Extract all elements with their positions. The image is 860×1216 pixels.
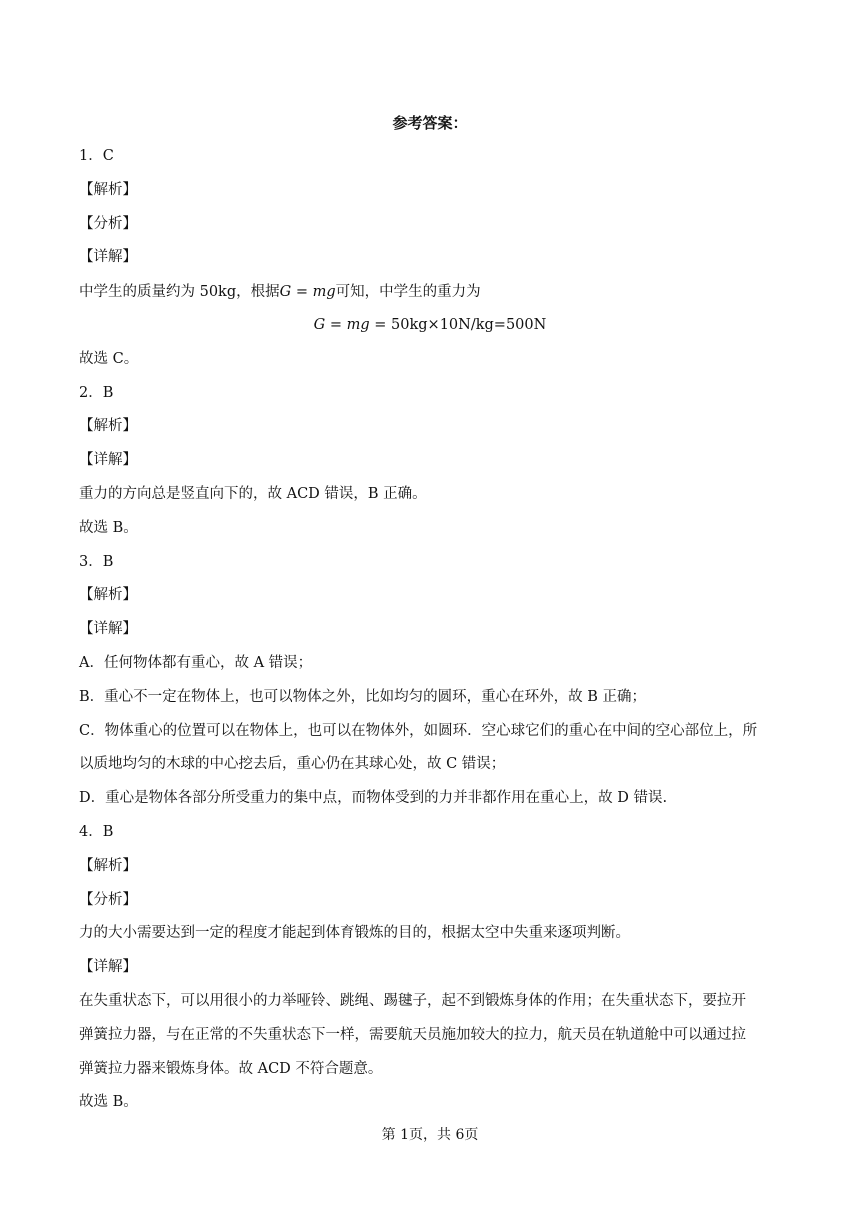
q4-number: 4．B: [79, 824, 114, 840]
q3-xiangjie-heading: 【详解】: [79, 621, 137, 637]
q2-number: 2．B: [79, 385, 114, 401]
q4-explanation-line3: 弹簧拉力器来锻炼身体。故 ACD 不符合题意。: [79, 1061, 383, 1077]
page-footer: 第 1页，共 6页: [381, 1127, 479, 1143]
q2-jiexi-heading: 【解析】: [79, 418, 137, 434]
q1-explanation-pre: 中学生的质量约为 50kg，根据: [79, 284, 280, 300]
q1-number: 1．C: [79, 148, 114, 164]
q1-formula: [0, 315, 860, 335]
q3-option-d: D．重心是物体各部分所受重力的集中点，而物体受到的力并非都作用在重心上，故 D 错误.: [79, 790, 668, 806]
q1-jiexi-heading: 【解析】: [79, 182, 137, 198]
formula-var-g: G: [313, 317, 326, 333]
q2-xiangjie-heading: 【详解】: [79, 452, 137, 468]
q2-explanation: 重力的方向总是竖直向下的，故 ACD 错误，B 正确。: [79, 486, 427, 502]
q2-conclusion: 故选 B。: [79, 520, 138, 536]
formula-result: = 50kg×10N/kg=500N: [369, 317, 547, 333]
q4-fenxi-heading: 【分析】: [79, 892, 137, 908]
q4-analysis: 力的大小需要达到一定的程度才能起到体育锻炼的目的，根据太空中失重来逐项判断。: [79, 925, 630, 941]
q4-explanation-line1: 在失重状态下，可以用很小的力举哑铃、跳绳、踢毽子，起不到锻炼身体的作用；在失重状态下，要拉开: [79, 993, 746, 1009]
q3-option-c-line2: 以质地均匀的木球的中心挖去后，重心仍在其球心处，故 C 错误；: [79, 756, 506, 772]
q4-explanation-line2: 弹簧拉力器，与在正常的不失重状态下一样，需要航天员施加较大的拉力，航天员在轨道舱中可以通过拉: [79, 1027, 746, 1043]
formula-var-mg: mg: [312, 284, 336, 300]
q3-option-b: B．重心不一定在物体上，也可以物体之外，比如均匀的圆环，重心在环外，故 B 正确；: [79, 689, 647, 705]
formula-var-g: G: [279, 284, 292, 300]
q3-number: 3．B: [79, 554, 114, 570]
q4-conclusion: 故选 B。: [79, 1094, 138, 1110]
q1-explanation: [79, 282, 481, 302]
q3-jiexi-heading: 【解析】: [79, 587, 137, 603]
q4-jiexi-heading: 【解析】: [79, 858, 137, 874]
q1-fenxi-heading: 【分析】: [79, 216, 137, 232]
q1-conclusion: 故选 C。: [79, 351, 139, 367]
q1-explanation-post: 可知，中学生的重力为: [335, 284, 481, 300]
q1-xiangjie-heading: 【详解】: [79, 249, 137, 265]
page-title: 参考答案：: [392, 114, 468, 132]
q4-xiangjie-heading: 【详解】: [79, 959, 137, 975]
q3-option-a: A．任何物体都有重心，故 A 错误；: [79, 655, 313, 671]
formula-equals: =: [291, 284, 313, 300]
formula-equals: =: [325, 317, 347, 333]
q3-option-c-line1: C．物体重心的位置可以在物体上，也可以在物体外，如圆环．空心球它们的重心在中间的空心部位上，所: [79, 723, 758, 739]
formula-var-mg: mg: [346, 317, 370, 333]
